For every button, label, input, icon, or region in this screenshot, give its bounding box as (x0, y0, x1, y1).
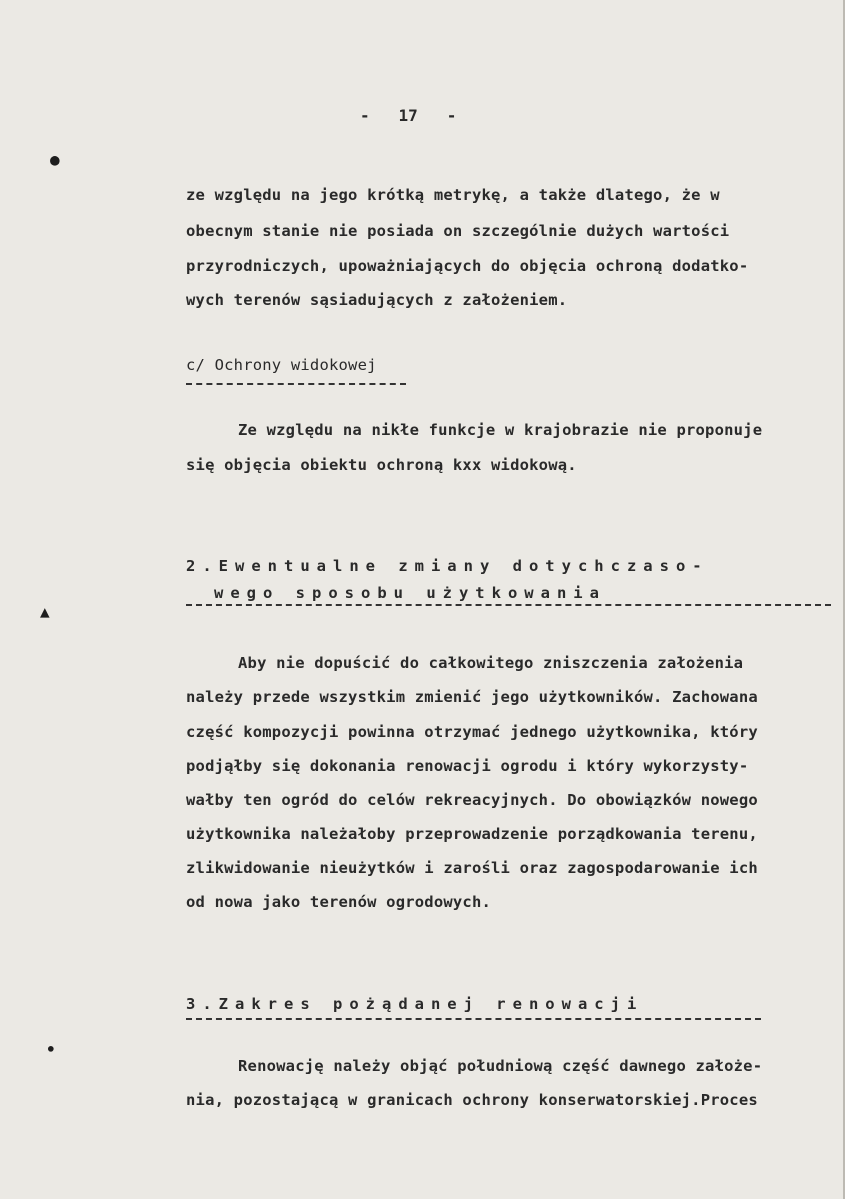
margin-mark: • (46, 1040, 56, 1059)
page-number: - 17 - (360, 106, 457, 125)
paragraph-line: podjąłby się dokonania renowacji ogrodu i który wykorzysty- (186, 757, 749, 775)
paragraph-line: się objęcia obiektu ochroną kxx widokową. (186, 456, 577, 474)
paragraph-line: obecnym stanie nie posiada on szczególnie dużych wartości (186, 222, 730, 240)
section-underline (186, 383, 406, 385)
margin-mark: ▲ (40, 602, 50, 621)
section-underline (186, 604, 831, 606)
paragraph-line: nia, pozostającą w granicach ochrony konserwatorskiej.Proces (186, 1091, 758, 1109)
section-title: c/ Ochrony widokowej (186, 356, 377, 374)
paragraph-line: Renowację należy objąć południową część dawnego założe- (238, 1057, 763, 1075)
paragraph-line: od nowa jako terenów ogrodowych. (186, 893, 492, 911)
paragraph-line: należy przede wszystkim zmienić jego użytkowników. Zachowana (186, 688, 758, 706)
paragraph-line: użytkownika należałoby przeprowadzenie porządkowania terenu, (186, 825, 758, 843)
paragraph-line: Ze względu na nikłe funkcje w krajobrazie nie proponuje (238, 421, 763, 439)
paragraph-line: wałby ten ogród do celów rekreacyjnych. Do obowiązków nowego (186, 791, 758, 809)
margin-mark: ● (50, 150, 60, 169)
section-heading: wego sposobu użytkowania (214, 584, 606, 602)
section-heading: 2.Ewentualne zmiany dotychczaso- (186, 557, 709, 575)
paragraph-line: przyrodniczych, upoważniających do objęcia ochroną dodatko- (186, 257, 749, 275)
paragraph-line: zlikwidowanie nieużytków i zarośli oraz zagospodarowanie ich (186, 859, 758, 877)
paragraph-line: wych terenów sąsiadujących z założeniem. (186, 291, 568, 309)
paragraph-line: ze względu na jego krótką metrykę, a także dlatego, że w (186, 186, 720, 204)
paragraph-line: część kompozycji powinna otrzymać jednego użytkownika, który (186, 723, 758, 741)
paragraph-line: Aby nie dopuścić do całkowitego zniszczenia założenia (238, 654, 744, 672)
section-heading: 3.Zakres pożądanej renowacji (186, 995, 644, 1013)
section-underline (186, 1018, 761, 1020)
